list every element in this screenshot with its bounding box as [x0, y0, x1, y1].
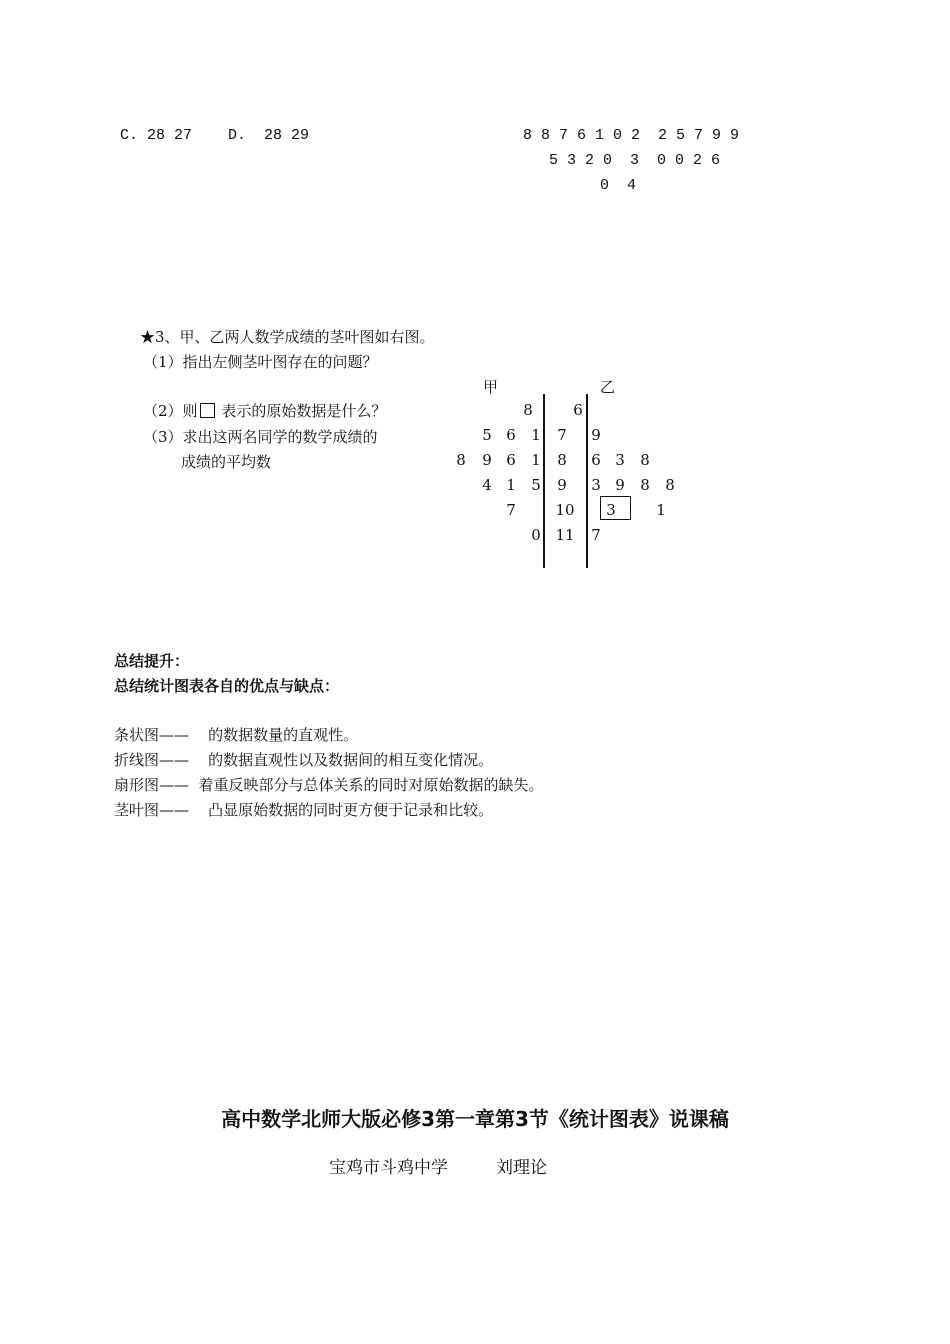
- left-leaf: 8: [523, 401, 533, 419]
- stem: 9: [557, 476, 567, 494]
- left-leaf: 1: [531, 451, 541, 469]
- left-leaf: 1: [506, 476, 516, 494]
- summary-item: 茎叶图—— 凸显原始数据的同时更方便于记录和比较。: [114, 801, 494, 819]
- left-leaf: 4: [482, 476, 492, 494]
- right-leaf: 3: [591, 476, 601, 494]
- right-leaf: 8: [640, 476, 650, 494]
- summary-item: 折线图—— 的数据直观性以及数据间的相互变化情况。: [114, 751, 494, 769]
- stem: 7: [557, 426, 567, 444]
- small-stemleaf-row: 5 3 2 0 3 0 0 2 6: [549, 152, 721, 169]
- right-leaf: 8: [665, 476, 675, 494]
- school-name: 宝鸡市斗鸡中学: [329, 1158, 448, 1178]
- small-stemleaf-row: 8 8 7 6 1 0 2 2 5 7 9 9: [523, 127, 740, 144]
- left-leaf: 5: [531, 476, 541, 494]
- question-part-3-cont: 成绩的平均数: [181, 453, 272, 471]
- right-leaf: 3: [615, 451, 625, 469]
- left-leaf: 1: [531, 426, 541, 444]
- right-header: 乙: [600, 378, 616, 396]
- left-leaf: 9: [482, 451, 492, 469]
- right-leaf: 3: [606, 501, 616, 519]
- author-line: [329, 1153, 547, 1178]
- question-part-3: （3）求出这两名同学的数学成绩的: [143, 428, 378, 446]
- right-leaf: 1: [656, 501, 666, 519]
- question-part-2-prefix: （2）则: [143, 402, 198, 420]
- author-name: 刘理论: [496, 1158, 547, 1178]
- summary-item: 扇形图—— 着重反映部分与总体关系的同时对原始数据的缺失。: [114, 776, 544, 794]
- question-part-2-suffix: 表示的原始数据是什么？: [216, 402, 387, 420]
- right-leaf: 8: [640, 451, 650, 469]
- left-leaf: 5: [482, 426, 492, 444]
- options-line: C. 28 27 D. 28 29: [120, 127, 310, 144]
- question-part-2: [143, 400, 386, 421]
- right-leaf: 6: [591, 451, 601, 469]
- question-title: ★3、甲、乙两人数学成绩的茎叶图如右图。: [140, 328, 435, 346]
- stem: 10: [555, 501, 575, 519]
- right-leaf: 7: [591, 526, 601, 544]
- left-leaf: 8: [456, 451, 466, 469]
- document-title: 高中数学北师大版必修3第一章第3节《统计图表》说课稿: [221, 1107, 729, 1131]
- summary-item: 条状图—— 的数据数量的直观性。: [114, 726, 359, 744]
- left-header: 甲: [483, 378, 499, 396]
- small-stemleaf-row: 0 4: [600, 177, 637, 194]
- left-leaf: 6: [506, 451, 516, 469]
- stem: 11: [555, 526, 575, 544]
- summary-subheading: 总结统计图表各自的优点与缺点：: [114, 677, 340, 695]
- right-leaf: 6: [573, 401, 583, 419]
- right-leaf: 9: [615, 476, 625, 494]
- right-leaf: 9: [591, 426, 601, 444]
- stem: 8: [557, 451, 567, 469]
- question-part-1: （1）指出左侧茎叶图存在的问题？: [143, 353, 378, 371]
- left-leaf: 7: [506, 501, 516, 519]
- summary-heading: 总结提升：: [114, 652, 190, 670]
- left-leaf: 0: [531, 526, 541, 544]
- blank-box-icon: [200, 403, 215, 418]
- left-leaf: 6: [506, 426, 516, 444]
